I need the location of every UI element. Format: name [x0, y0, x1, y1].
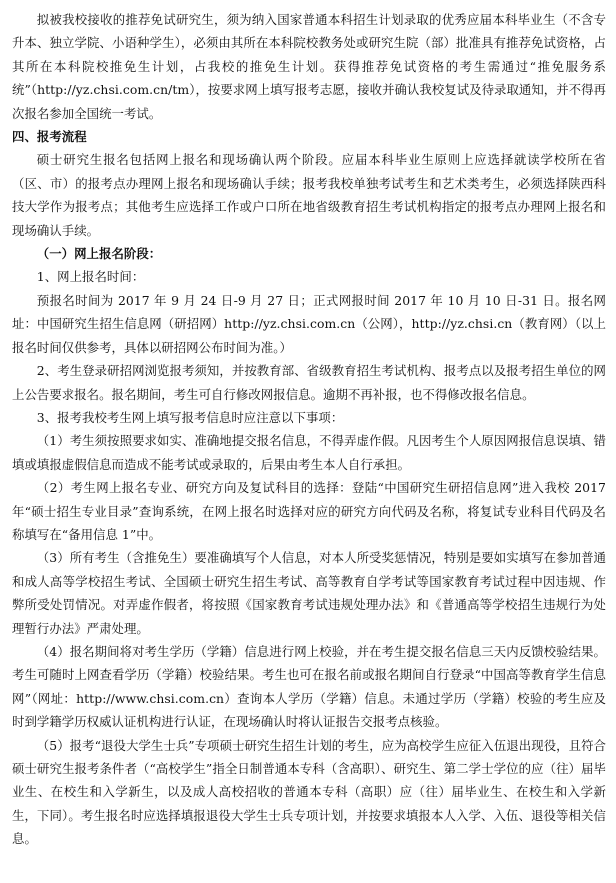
paragraph-recommended-exemption: 拟被我校接收的推荐免试研究生，须为纳入国家普通本科招生计划录取的优秀应届本科毕业生（不含专升本、独立学院、小语种学生），必须由其所在本科院校教务处或研究生院（部）批准具有推荐免试资格，占其所在本科院校推免生计划，占我校的推免生计划。获得推荐免试资格的考生需通过“推免服务系统”（http://yz.chsi.com.cn/tm），按要求网上填写报考志愿，接收并确认我校复试及待录取通知，并不得再次报名参加全国统一考试。 [12, 12, 606, 121]
paragraph-note-2: （2）考生网上报名专业、研究方向及复试科目的选择：登陆“中国研究生研招信息网”进入我校 2017 年“硕士招生专业目录”查询系统，在网上报名时选择对应的研究方向代码及名称，将复试专业科目代码及名称填写在“备用信息 1”中。 [12, 480, 606, 542]
paragraph-application-stages: 硕士研究生报名包括网上报名和现场确认两个阶段。应届本科毕业生原则上应选择就读学校所在省（区、市）的报考点办理网上报名和现场确认手续；报考我校单独考试考生和艺术类考生，必须选择陕西科技大学作为报考点；其他考生应选择工作或户口所在地省级教育招生考试机构指定的报考点办理网上报名和现场确认手续。 [12, 152, 606, 238]
paragraph-note-3: （3）所有考生（含推免生）要准确填写个人信息，对本人所受奖惩情况，特别是要如实填写在参加普通和成人高等学校招生考试、全国硕士研究生招生考试、高等教育自学考试等国家教育考试过程中因违规、作弊所受处罚情况。对弄虚作假者，将按照《国家教育考试违规处理办法》和《普通高等学校招生违规行为处理暂行办法》严肃处理。 [12, 550, 606, 636]
paragraph-note-1: （1）考生须按照要求如实、准确地提交报名信息，不得弄虚作假。凡因考生个人原因网报信息误填、错填或填报虚假信息而造成不能考试或录取的，后果由考生本人自行承担。 [12, 433, 606, 472]
subheading-online-registration: （一）网上报名阶段： [36, 246, 162, 262]
paragraph-registration-dates: 预报名时间为 2017 年 9 月 24 日-9 月 27 日；正式网报时间 2017 年 10 月 10 日-31 日。报名网址：中国研究生招生信息网（研招网）http://yz.chsi.com.cn（公网），http://yz.chsi.cn（教育网）（以上报名时间仅供参考，具体以研招网公布时间为准。） [12, 292, 606, 355]
paragraph-note-4: （4）报名期间将对考生学历（学籍）信息进行网上校验，并在考生提交报名信息三天内反馈校验结果。考生可随时上网查看学历（学籍）校验结果。考生也可在报名前或报名期间自行登录“中国高等教育学生信息网”（网址：http://www.chsi.com.cn）查询本人学历（学籍）信息。未通过学历（学籍）校验的考生应及时到学籍学历权威认证机构进行认证，在现场确认时将认证报告交报考点核验。 [12, 643, 606, 730]
paragraph-notes-intro: 3、报考我校考生网上填写报考信息时应注意以下事项： [36, 409, 344, 425]
paragraph-note-5: （5）报考“退役大学生士兵”专项硕士研究生招生计划的考生，应为高校学生应征入伍退出现役，且符合硕士研究生报考条件者（“高校学生”指全日制普通本专科（含高职）、研究生、第二学士学位的应（往）届毕业生、在校生和入学新生，以及成人高校招收的普通本专科（高职）应（往）届毕业生、在校生和入学新生，下同）。考生报名时应选择填报退役大学生士兵专项计划，并按要求填报本人入学、入伍、退役等相关信息。 [12, 737, 606, 847]
paragraph-registration-time-label: 1、网上报名时间： [36, 269, 145, 285]
paragraph-login-instructions: 2、考生登录研招网浏览报考须知，并按教育部、省级教育招生考试机构、报考点以及报考招生单位的网上公告要求报名。报名期间，考生可自行修改网报信息。逾期不再补报，也不得修改报名信息。 [12, 363, 606, 402]
section-heading-application-process: 四、报考流程 [12, 129, 87, 145]
